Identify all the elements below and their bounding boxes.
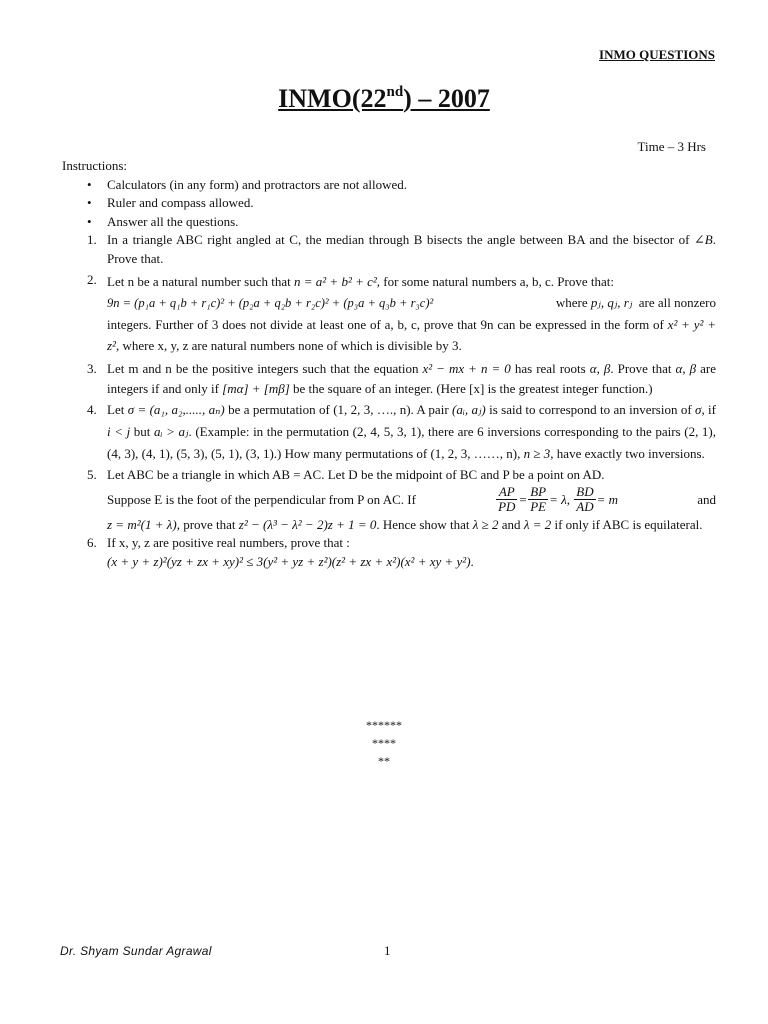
question-number: 1. [87, 232, 97, 247]
math-expression: = λ, [549, 492, 571, 507]
math-expression: n = a² + b² + c² [294, 274, 377, 289]
page-title [0, 82, 768, 116]
end-marker [0, 716, 768, 770]
question-text: has real roots [510, 361, 590, 376]
fraction-bd-ad: $\frac{BD}{AD}$ [576, 484, 594, 514]
question-text: . Prove that. [107, 232, 716, 266]
question-number: 5. [87, 467, 97, 482]
question-text: , for some natural numbers a, b, c. Prove that: [376, 274, 614, 289]
stars-line: ****** [366, 718, 402, 732]
question-text: and [498, 517, 524, 532]
questions-list [62, 231, 716, 571]
question-text: where [555, 295, 591, 310]
question-number: 3. [87, 361, 97, 376]
question-text: . Prove that [610, 361, 676, 376]
question-text: In a triangle ABC right angled at C, the median through B bisects the angle between BA and the bisector of [107, 232, 694, 247]
question-item [62, 359, 716, 399]
question-text: are integers if and only if [107, 361, 716, 396]
title-superscript: nd [386, 84, 404, 100]
question-text: , where x, y, z are natural numbers none of which is divisible by 3. [115, 338, 462, 353]
equals-sign: = [518, 492, 528, 507]
question-text: if only if ABC is equilateral. [551, 517, 703, 532]
document-body [62, 157, 716, 571]
instructions-list [62, 176, 716, 232]
question-number: 4. [87, 402, 97, 417]
question-text: If x, y, z are positive real numbers, prove that : [107, 535, 350, 550]
title-main: INMO(22 [278, 84, 387, 113]
math-expression: aᵢ > aⱼ [154, 424, 189, 439]
math-expression: λ = 2 [523, 517, 552, 532]
question-item [62, 271, 716, 356]
question-text: but [130, 424, 155, 439]
math-expression: 9n = (p₁a + q₁b + r₁c)² + (p₂a + q₂b + r₂c)² + (p₃a + q₃b + r₃c)² [107, 296, 434, 310]
math-expression: z = m²(1 + λ) [107, 517, 177, 532]
fraction-bp-pe: $\frac{BP}{PE}$ [530, 484, 547, 514]
question-text: and [697, 492, 716, 507]
math-expression: (aᵢ, aⱼ) [452, 402, 486, 417]
stars-line: ** [378, 754, 390, 768]
math-expression: x² − mx + n = 0 [422, 361, 511, 376]
fraction-ap-pd: $\frac{AP}{PD}$ [498, 484, 516, 514]
math-expression: α, β [589, 361, 611, 376]
math-expression: [mα] + [mβ] [222, 381, 290, 396]
math-expression: α, β [675, 361, 697, 376]
question-item [62, 231, 716, 268]
math-expression: σ [695, 402, 702, 417]
math-expression: n ≥ 3 [523, 446, 551, 461]
instruction-item: • Ruler and compass allowed. [62, 194, 716, 213]
question-item [62, 534, 716, 571]
math-expression: x² + y² + z² [107, 317, 716, 353]
footer-author: Dr. Shyam Sundar Agrawal [60, 944, 212, 958]
question-text: be a permutation of (1, 2, 3, …., n). A pair [224, 402, 452, 417]
question-text: . [470, 553, 474, 569]
question-item: 5. Let ABC be a triangle in which AB = AC. Let D be the midpoint of BC and P be a point on AD. Suppose E is the foot of the perpendicular from P on AC. If $\frac{AP}{PD}$ = $\frac{BP}{PE}$ = λ, $\frac{BD}{AD}$ = m and z = m²(1 + λ), prove that z² − (λ³ − λ² − 2)z + 1 = 0. Hence show that λ ≥ 2 and λ = 2 if only if ABC is equilateral. [87, 467, 716, 532]
question-text: is said to correspond to an inversion of [485, 402, 696, 417]
math-expression: σ = (a₁, a₂,....., aₙ) [127, 402, 225, 417]
question-text: Let [107, 402, 128, 417]
math-expression: i < j [107, 424, 131, 439]
stars-line: **** [372, 736, 396, 750]
question-text: Suppose E is the foot of the perpendicular from P on AC. If [107, 492, 416, 507]
math-expression: (x + y + z)²(yz + zx + xy)² ≤ 3(y² + yz + z²)(z² + zx + x²)(x² + xy + y²) [107, 553, 471, 569]
question-number: 2. [87, 272, 97, 287]
question-text: be the square of an integer. (Here [x] is the greatest integer function.) [289, 381, 653, 396]
question-text: . Hence show that [376, 517, 473, 532]
math-expression: z² − (λ³ − λ² − 2)z + 1 = 0 [238, 517, 377, 532]
question-item [62, 399, 716, 465]
question-text: integers. Further of 3 does not divide at least one of a, b, c, prove that 9n can be expressed in the form of [107, 317, 668, 332]
math-expression: λ ≥ 2 [472, 517, 499, 532]
question-text: . (Example: in the permutation (2, 4, 5, 3, 1), there are 6 inversions corresponding to the pairs (2, 1), (4, 3), (4, 1), (5, 3), (5, 1), (3, 1).) How many permutations of (1, 2, 3, ……, n), [107, 424, 717, 461]
question-text: , if [701, 402, 716, 417]
title-rest: ) – 2007 [403, 84, 490, 113]
instruction-item: • Calculators (in any form) and protractors are not allowed. [62, 176, 716, 195]
question-text: Let m and n be the positive integers such that the equation [107, 361, 423, 376]
time-allowed: Time – 3 Hrs [637, 139, 706, 154]
question-number: 6. [87, 535, 97, 550]
question-text: Let n be a natural number such that [107, 274, 294, 289]
instruction-item: • Answer all the questions. [62, 213, 716, 232]
question-text: are all nonzero [632, 295, 716, 310]
question-text: , have exactly two inversions. [550, 446, 705, 461]
math-expression: pⱼ, qⱼ, rⱼ [590, 295, 633, 310]
instructions-heading: Instructions: [62, 158, 127, 173]
question-text: , prove that [176, 517, 239, 532]
math-expression: = m [596, 492, 619, 507]
math-expression: ∠B [693, 232, 713, 247]
running-header: INMO QUESTIONS [599, 47, 715, 62]
page-number: 1 [384, 943, 391, 958]
